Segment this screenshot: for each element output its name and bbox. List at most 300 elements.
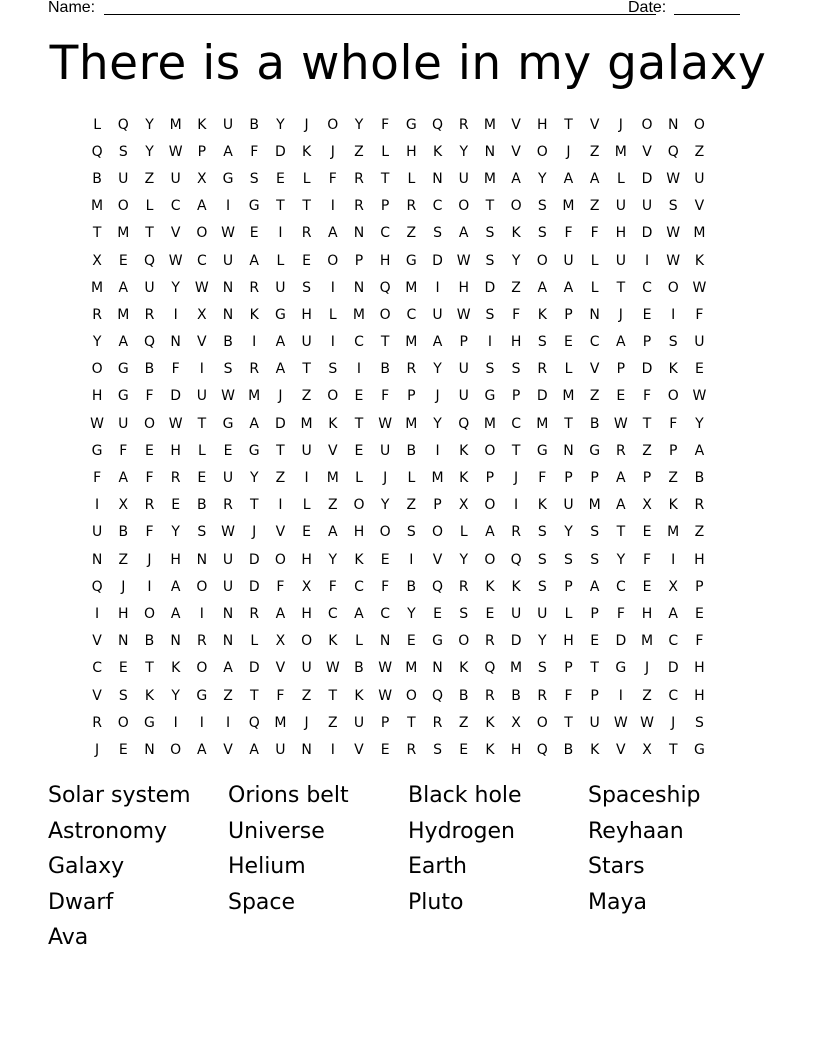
grid-letter[interactable]: I [147, 578, 152, 595]
grid-letter[interactable]: Y [538, 633, 547, 650]
grid-letter[interactable]: K [537, 306, 547, 323]
grid-letter[interactable]: O [667, 388, 679, 405]
grid-letter[interactable]: S [485, 306, 495, 323]
grid-letter[interactable]: L [407, 470, 416, 487]
grid-letter[interactable]: Q [510, 551, 522, 568]
grid-letter[interactable]: D [248, 551, 260, 568]
grid-letter[interactable]: Q [667, 143, 679, 160]
grid-letter[interactable]: N [353, 225, 365, 242]
grid-letter[interactable]: P [380, 198, 390, 215]
grid-letter[interactable]: J [330, 143, 335, 160]
grid-letter[interactable]: H [458, 279, 469, 296]
grid-letter[interactable]: S [223, 361, 233, 378]
grid-letter[interactable]: T [564, 116, 573, 133]
grid-letter[interactable]: F [643, 551, 652, 568]
grid-letter[interactable]: U [458, 170, 469, 187]
grid-letter[interactable]: I [330, 279, 335, 296]
grid-letter[interactable]: D [170, 388, 182, 405]
grid-letter[interactable]: C [327, 605, 338, 622]
grid-letter[interactable]: Z [327, 497, 338, 514]
grid-letter[interactable]: W [692, 279, 707, 296]
grid-letter[interactable]: X [642, 741, 652, 758]
grid-letter[interactable]: M [405, 660, 418, 677]
grid-letter[interactable]: W [692, 388, 707, 405]
grid-letter[interactable]: U [510, 605, 522, 622]
grid-letter[interactable]: O [536, 143, 548, 160]
grid-letter[interactable]: H [170, 442, 181, 459]
grid-letter[interactable]: R [144, 306, 155, 323]
grid-letter[interactable]: O [143, 415, 155, 432]
grid-letter[interactable]: I [671, 306, 676, 323]
grid-letter[interactable]: I [644, 252, 650, 269]
grid-letter[interactable]: K [249, 306, 259, 323]
grid-letter[interactable]: G [405, 116, 417, 133]
grid-letter[interactable]: F [616, 605, 625, 622]
grid-letter[interactable]: G [117, 361, 129, 378]
grid-letter[interactable]: K [590, 741, 600, 758]
grid-letter[interactable]: A [170, 605, 181, 622]
grid-letter[interactable]: S [118, 687, 128, 704]
grid-letter[interactable]: I [330, 198, 335, 215]
grid-letter[interactable]: C [589, 334, 600, 351]
grid-letter[interactable]: P [459, 334, 468, 351]
grid-letter[interactable]: W [666, 252, 681, 269]
grid-letter[interactable]: O [458, 633, 470, 650]
grid-letter[interactable]: T [302, 198, 311, 215]
grid-letter[interactable]: H [91, 388, 103, 405]
grid-letter[interactable]: O [536, 714, 548, 731]
grid-letter[interactable]: P [695, 578, 704, 595]
grid-letter[interactable]: S [590, 551, 600, 568]
grid-letter[interactable]: W [378, 687, 393, 704]
grid-letter[interactable]: R [249, 361, 260, 378]
grid-letter[interactable]: S [537, 225, 547, 242]
grid-letter[interactable]: Y [276, 116, 285, 133]
grid-letter[interactable]: G [274, 306, 286, 323]
grid-letter[interactable]: N [170, 334, 181, 351]
grid-letter[interactable]: S [537, 198, 547, 215]
grid-letter[interactable]: A [118, 334, 129, 351]
grid-letter[interactable]: O [510, 198, 522, 215]
grid-letter[interactable]: M [562, 198, 575, 215]
grid-letter[interactable]: T [642, 415, 652, 432]
grid-letter[interactable]: O [301, 633, 313, 650]
grid-letter[interactable]: G [432, 633, 443, 650]
grid-letter[interactable]: D [484, 279, 496, 296]
grid-letter[interactable]: O [484, 551, 496, 568]
grid-letter[interactable]: R [92, 714, 102, 731]
grid-letter[interactable]: T [145, 225, 154, 242]
grid-letter[interactable]: T [328, 687, 338, 704]
grid-letter[interactable]: O [458, 198, 470, 215]
grid-letter[interactable]: K [328, 415, 338, 432]
grid-letter[interactable]: Y [407, 605, 416, 622]
grid-letter[interactable]: Y [145, 116, 154, 133]
grid-letter[interactable]: H [379, 252, 391, 269]
grid-letter[interactable]: B [406, 578, 417, 595]
grid-letter[interactable]: D [667, 660, 679, 677]
grid-letter[interactable]: W [221, 388, 235, 405]
grid-letter[interactable]: I [356, 361, 362, 378]
grid-letter[interactable]: O [91, 361, 103, 378]
grid-letter[interactable]: X [275, 633, 286, 650]
grid-letter[interactable]: P [380, 714, 390, 731]
grid-letter[interactable]: Q [432, 116, 444, 133]
grid-letter[interactable]: V [275, 524, 286, 541]
grid-letter[interactable]: M [588, 497, 601, 514]
grid-letter[interactable]: P [668, 442, 678, 459]
grid-letter[interactable]: L [250, 633, 259, 650]
grid-letter[interactable]: W [325, 660, 340, 677]
grid-letter[interactable]: M [483, 415, 496, 432]
grid-letter[interactable]: Y [171, 279, 180, 296]
grid-letter[interactable]: E [564, 334, 573, 351]
grid-letter[interactable]: Z [223, 687, 233, 704]
grid-letter[interactable]: I [435, 279, 440, 296]
grid-letter[interactable]: U [222, 116, 234, 133]
grid-letter[interactable]: O [117, 198, 129, 215]
grid-letter[interactable]: T [249, 497, 259, 514]
grid-letter[interactable]: L [355, 470, 363, 487]
grid-letter[interactable]: W [168, 252, 183, 269]
grid-letter[interactable]: A [589, 578, 600, 595]
grid-letter[interactable]: N [432, 170, 443, 187]
grid-letter[interactable]: J [147, 551, 152, 568]
grid-letter[interactable]: K [694, 252, 704, 269]
grid-letter[interactable]: S [590, 524, 600, 541]
grid-letter[interactable]: U [615, 252, 626, 269]
grid-letter[interactable]: R [406, 361, 417, 378]
grid-letter[interactable]: D [641, 361, 653, 378]
grid-letter[interactable]: W [378, 660, 393, 677]
grid-letter[interactable]: B [406, 442, 417, 459]
grid-letter[interactable]: U [563, 497, 574, 514]
grid-letter[interactable]: Z [589, 388, 600, 405]
grid-letter[interactable]: R [432, 714, 443, 731]
grid-letter[interactable]: U [91, 524, 103, 541]
grid-letter[interactable]: E [406, 633, 416, 650]
grid-letter[interactable]: U [380, 442, 391, 459]
grid-letter[interactable]: I [330, 741, 335, 758]
grid-letter[interactable]: O [641, 116, 653, 133]
grid-letter[interactable]: F [276, 687, 285, 704]
grid-letter[interactable]: N [222, 279, 234, 296]
grid-letter[interactable]: I [199, 361, 204, 378]
grid-letter[interactable]: A [563, 279, 574, 296]
grid-letter[interactable]: X [301, 578, 312, 595]
grid-letter[interactable]: U [196, 388, 207, 405]
grid-letter[interactable]: U [275, 279, 286, 296]
grid-letter[interactable]: F [381, 578, 390, 595]
grid-letter[interactable]: V [694, 198, 705, 215]
grid-letter[interactable]: C [406, 306, 417, 323]
grid-letter[interactable]: T [564, 714, 573, 731]
grid-letter[interactable]: J [671, 714, 676, 731]
grid-letter[interactable]: M [483, 116, 496, 133]
grid-letter[interactable]: N [91, 551, 103, 568]
grid-letter[interactable]: I [199, 605, 204, 622]
grid-letter[interactable]: E [145, 442, 154, 459]
grid-letter[interactable]: U [589, 714, 600, 731]
grid-letter[interactable]: O [432, 524, 444, 541]
grid-letter[interactable]: B [589, 415, 600, 432]
grid-letter[interactable]: P [642, 470, 652, 487]
grid-letter[interactable]: X [197, 170, 207, 187]
grid-letter[interactable]: S [564, 551, 573, 568]
grid-letter[interactable]: M [117, 225, 130, 242]
grid-letter[interactable]: B [694, 470, 705, 487]
grid-letter[interactable]: T [485, 198, 495, 215]
grid-letter[interactable]: J [278, 388, 283, 405]
grid-letter[interactable]: C [668, 633, 679, 650]
grid-letter[interactable]: A [616, 497, 626, 514]
grid-letter[interactable]: F [328, 578, 337, 595]
grid-letter[interactable]: V [223, 741, 233, 758]
grid-letter[interactable]: U [615, 198, 626, 215]
grid-letter[interactable]: F [145, 470, 154, 487]
grid-letter[interactable]: J [644, 660, 650, 677]
grid-letter[interactable]: D [536, 388, 548, 405]
grid-letter[interactable]: O [274, 551, 286, 568]
grid-letter[interactable]: U [170, 170, 181, 187]
grid-letter[interactable]: W [168, 415, 183, 432]
grid-letter[interactable]: I [225, 714, 231, 731]
grid-letter[interactable]: S [485, 361, 495, 378]
grid-letter[interactable]: X [642, 497, 652, 514]
grid-letter[interactable]: P [354, 252, 364, 269]
grid-letter[interactable]: B [144, 633, 155, 650]
grid-letter[interactable]: V [511, 143, 521, 160]
grid-letter[interactable]: T [511, 442, 521, 459]
grid-letter[interactable]: F [276, 578, 285, 595]
grid-letter[interactable]: T [197, 415, 207, 432]
grid-letter[interactable]: E [275, 170, 285, 187]
grid-letter[interactable]: C [354, 578, 364, 595]
grid-letter[interactable]: X [92, 252, 102, 269]
grid-letter[interactable]: T [145, 660, 154, 677]
grid-letter[interactable]: V [275, 660, 286, 677]
grid-letter[interactable]: U [353, 714, 365, 731]
grid-letter[interactable]: K [432, 143, 443, 160]
grid-letter[interactable]: Y [92, 334, 102, 351]
grid-letter[interactable]: K [354, 551, 364, 568]
grid-letter[interactable]: U [275, 741, 286, 758]
grid-letter[interactable]: Y [433, 415, 442, 432]
grid-letter[interactable]: Q [458, 415, 470, 432]
grid-letter[interactable]: Y [380, 497, 390, 514]
grid-letter[interactable]: O [405, 687, 417, 704]
grid-letter[interactable]: K [485, 741, 495, 758]
grid-letter[interactable]: C [92, 660, 102, 677]
grid-letter[interactable]: R [485, 633, 495, 650]
grid-letter[interactable]: S [537, 551, 547, 568]
grid-letter[interactable]: J [618, 116, 623, 133]
grid-letter[interactable]: L [302, 497, 311, 514]
grid-letter[interactable]: R [354, 170, 364, 187]
grid-letter[interactable]: P [197, 143, 207, 160]
grid-letter[interactable]: N [563, 442, 574, 459]
grid-letter[interactable]: Z [458, 714, 469, 731]
grid-letter[interactable]: A [537, 279, 548, 296]
grid-letter[interactable]: L [590, 279, 599, 296]
grid-letter[interactable]: I [487, 334, 492, 351]
grid-letter[interactable]: U [301, 334, 312, 351]
grid-letter[interactable]: V [589, 116, 600, 133]
grid-letter[interactable]: Z [668, 470, 679, 487]
grid-letter[interactable]: B [144, 361, 155, 378]
grid-letter[interactable]: O [667, 279, 679, 296]
grid-letter[interactable]: H [615, 225, 627, 242]
grid-letter[interactable]: E [642, 306, 652, 323]
grid-letter[interactable]: U [222, 578, 234, 595]
grid-letter[interactable]: E [171, 497, 181, 514]
grid-letter[interactable]: N [301, 741, 312, 758]
grid-letter[interactable]: A [327, 225, 338, 242]
grid-letter[interactable]: F [643, 388, 652, 405]
grid-letter[interactable]: S [406, 524, 416, 541]
grid-letter[interactable]: H [118, 605, 129, 622]
grid-letter[interactable]: Z [642, 442, 652, 459]
grid-letter[interactable]: B [380, 361, 390, 378]
grid-letter[interactable]: A [249, 741, 259, 758]
grid-letter[interactable]: Z [589, 198, 600, 215]
grid-letter[interactable]: H [694, 551, 705, 568]
grid-letter[interactable]: Z [301, 388, 312, 405]
grid-letter[interactable]: Q [379, 279, 391, 296]
grid-letter[interactable]: P [590, 470, 599, 487]
grid-letter[interactable]: V [589, 361, 600, 378]
grid-letter[interactable]: G [615, 660, 627, 677]
grid-letter[interactable]: E [118, 741, 128, 758]
grid-letter[interactable]: Q [248, 714, 260, 731]
grid-letter[interactable]: D [510, 633, 522, 650]
grid-letter[interactable]: E [694, 605, 704, 622]
grid-letter[interactable]: V [511, 116, 521, 133]
grid-letter[interactable]: K [459, 660, 469, 677]
grid-letter[interactable]: C [170, 198, 181, 215]
grid-letter[interactable]: D [641, 225, 653, 242]
grid-letter[interactable]: W [613, 415, 628, 432]
grid-letter[interactable]: L [407, 170, 416, 187]
grid-letter[interactable]: Q [143, 334, 155, 351]
grid-letter[interactable]: J [435, 388, 440, 405]
grid-letter[interactable]: F [145, 524, 154, 541]
grid-letter[interactable]: E [616, 388, 626, 405]
grid-letter[interactable]: T [407, 714, 416, 731]
grid-letter[interactable]: T [380, 170, 390, 187]
grid-letter[interactable]: E [380, 551, 390, 568]
grid-letter[interactable]: E [302, 252, 312, 269]
grid-letter[interactable]: U [301, 442, 312, 459]
grid-letter[interactable]: H [563, 633, 574, 650]
grid-letter[interactable]: T [276, 442, 285, 459]
grid-letter[interactable]: C [615, 578, 626, 595]
grid-letter[interactable]: I [278, 225, 283, 242]
grid-letter[interactable]: M [536, 415, 549, 432]
grid-letter[interactable]: L [381, 143, 390, 160]
grid-letter[interactable]: A [616, 470, 626, 487]
grid-letter[interactable]: O [379, 524, 391, 541]
grid-letter[interactable]: Q [117, 116, 129, 133]
grid-letter[interactable]: Z [275, 470, 286, 487]
grid-letter[interactable]: F [695, 633, 704, 650]
grid-letter[interactable]: I [435, 442, 440, 459]
grid-letter[interactable]: N [222, 605, 234, 622]
grid-letter[interactable]: U [641, 198, 653, 215]
grid-letter[interactable]: J [95, 741, 100, 758]
grid-letter[interactable]: B [223, 334, 233, 351]
grid-letter[interactable]: C [380, 605, 391, 622]
grid-letter[interactable]: W [666, 225, 681, 242]
grid-letter[interactable]: I [330, 334, 335, 351]
grid-letter[interactable]: S [511, 361, 521, 378]
grid-letter[interactable]: W [378, 415, 393, 432]
grid-letter[interactable]: S [537, 524, 547, 541]
grid-letter[interactable]: A [170, 578, 181, 595]
grid-letter[interactable]: H [510, 334, 522, 351]
grid-letter[interactable]: C [432, 198, 443, 215]
grid-letter[interactable]: A [197, 198, 207, 215]
grid-letter[interactable]: I [252, 334, 257, 351]
grid-letter[interactable]: E [459, 741, 469, 758]
grid-letter[interactable]: R [511, 524, 521, 541]
grid-letter[interactable]: Y [538, 170, 547, 187]
grid-letter[interactable]: U [222, 252, 234, 269]
grid-letter[interactable]: G [536, 442, 548, 459]
grid-letter[interactable]: Q [484, 660, 496, 677]
grid-letter[interactable]: P [564, 660, 573, 677]
grid-letter[interactable]: G [117, 388, 129, 405]
grid-letter[interactable]: F [669, 415, 678, 432]
grid-letter[interactable]: X [668, 578, 679, 595]
grid-letter[interactable]: O [196, 225, 208, 242]
grid-letter[interactable]: R [354, 198, 364, 215]
grid-letter[interactable]: N [432, 660, 443, 677]
grid-letter[interactable]: S [118, 143, 128, 160]
grid-letter[interactable]: F [328, 170, 337, 187]
grid-letter[interactable]: D [641, 170, 653, 187]
grid-letter[interactable]: H [301, 551, 312, 568]
grid-letter[interactable]: R [615, 442, 626, 459]
grid-letter[interactable]: Z [118, 551, 129, 568]
grid-letter[interactable]: I [304, 470, 309, 487]
grid-letter[interactable]: R [249, 279, 260, 296]
grid-letter[interactable]: M [91, 198, 104, 215]
grid-letter[interactable]: V [616, 741, 626, 758]
grid-letter[interactable]: E [223, 442, 233, 459]
grid-letter[interactable]: I [278, 497, 283, 514]
grid-letter[interactable]: I [409, 551, 414, 568]
grid-letter[interactable]: Q [432, 578, 444, 595]
grid-letter[interactable]: S [197, 524, 207, 541]
grid-letter[interactable]: S [668, 198, 678, 215]
grid-letter[interactable]: S [328, 361, 338, 378]
grid-letter[interactable]: B [118, 524, 129, 541]
grid-letter[interactable]: B [458, 687, 469, 704]
grid-letter[interactable]: S [668, 334, 678, 351]
grid-letter[interactable]: F [93, 470, 102, 487]
grid-letter[interactable]: L [328, 306, 337, 323]
grid-letter[interactable]: M [405, 415, 418, 432]
grid-letter[interactable]: H [694, 660, 705, 677]
grid-letter[interactable]: X [458, 497, 469, 514]
grid-letter[interactable]: O [143, 605, 155, 622]
grid-letter[interactable]: M [117, 306, 130, 323]
grid-letter[interactable]: R [196, 633, 207, 650]
grid-letter[interactable]: G [484, 388, 496, 405]
grid-letter[interactable]: A [485, 524, 495, 541]
grid-letter[interactable]: E [380, 741, 390, 758]
